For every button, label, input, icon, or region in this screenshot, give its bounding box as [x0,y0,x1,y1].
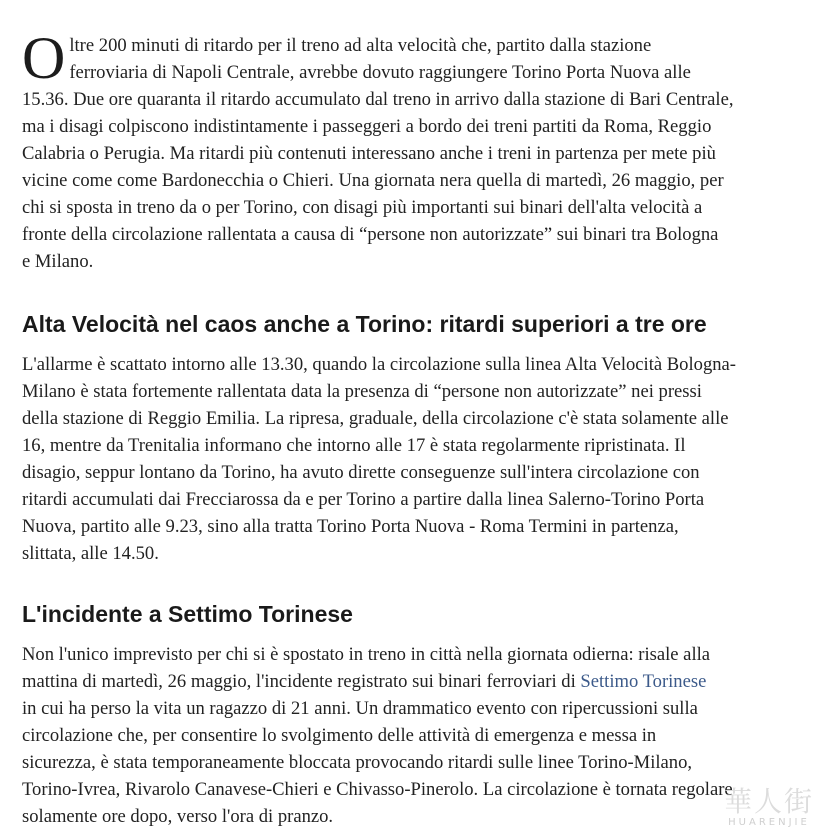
section1-line: della stazione di Reggio Emilia. La ripresa, graduale, della circolazione c'è stata solamente alle [22,408,729,429]
intro-line: ltre 200 minuti di ritardo per il treno ad alta velocità che, partito dalla stazione [69,35,652,56]
intro-line: ma i disagi colpiscono indistintamente i passeggeri a bordo dei treni partiti da Roma, Reggio [22,116,712,137]
section1-line: disagio, seppur lontano da Torino, ha avuto dirette conseguenze sull'intera circolazione con [22,462,700,483]
section1-line: ritardi accumulati dai Frecciarossa da e per Torino a partire dalla linea Salerno-Torino Porta [22,489,705,510]
intro-line: Calabria o Perugia. Ma ritardi più contenuti interessano anche i treni in partenza per mete più [22,143,716,164]
section1-line: Nuova, partito alle 9.23, sino alla tratta Torino Porta Nuova - Roma Termini in partenza, [22,516,679,537]
intro-paragraph [22,25,818,275]
section2-line-text: mattina di martedì, 26 maggio, l'incidente registrato sui binari ferroviari di [22,671,581,692]
section1-line: slittata, alle 14.50. [22,543,159,564]
article-body [22,25,818,830]
intro-line: fronte della circolazione rallentata a causa di “persone non autorizzate” sui binari tra Bologna [22,224,719,245]
settimo-torinese-link[interactable]: Settimo Torinese [580,671,707,692]
watermark-text: HUARENJIE [728,817,810,828]
section1-line: 16, mentre da Trenitalia informano che intorno alle 17 è stata regolarmente ripristinata. Il [22,435,686,456]
intro-line: chi si sposta in treno da o per Torino, con disagi più importanti sui binari dell'alta velocità a [22,197,703,218]
watermark-logo: 華人街 [723,785,814,818]
section2-line: circolazione che, per consentire lo svolgimento delle attività di emergenza e messa in [22,725,657,746]
drop-cap: O [22,25,66,91]
section1-paragraph [22,351,818,567]
section2-line [22,668,818,695]
section2-paragraph [22,641,818,830]
section2-line: sicurezza, è stata temporaneamente bloccata provocando ritardi sulle linee Torino-Milano, [22,752,693,773]
section-heading-incidente: L'incidente a Settimo Torinese [22,601,353,627]
section1-line: L'allarme è scattato intorno alle 13.30, quando la circolazione sulla linea Alta Velocità Bologna- [22,354,736,375]
intro-line: e Milano. [22,251,94,272]
intro-line: ferroviaria di Napoli Centrale, avrebbe dovuto raggiungere Torino Porta Nuova alle [69,62,691,83]
section1-line: Milano è stata fortemente rallentata data la presenza di “persone non autorizzate” nei pressi [22,381,702,402]
section2-line: Torino-Ivrea, Rivarolo Canavese-Chieri e Chivasso-Pinerolo. La circolazione è tornata regolare [22,779,733,800]
intro-line: vicine come come Bardonecchia o Chieri. Una giornata nera quella di martedì, 26 maggio, per [22,170,724,191]
section2-line: Non l'unico imprevisto per chi si è spostato in treno in città nella giornata odierna: risale alla [22,644,711,665]
section2-line: solamente ore dopo, verso l'ora di pranzo. [22,806,334,827]
section2-line: in cui ha perso la vita un ragazzo di 21 anni. Un drammatico evento con ripercussioni sulla [22,698,698,719]
intro-line: 15.36. Due ore quaranta il ritardo accumulato dal treno in arrivo dalla stazione di Bari Centrale, [22,89,734,110]
section-heading-alta-velocita: Alta Velocità nel caos anche a Torino: ritardi superiori a tre ore [22,311,707,337]
